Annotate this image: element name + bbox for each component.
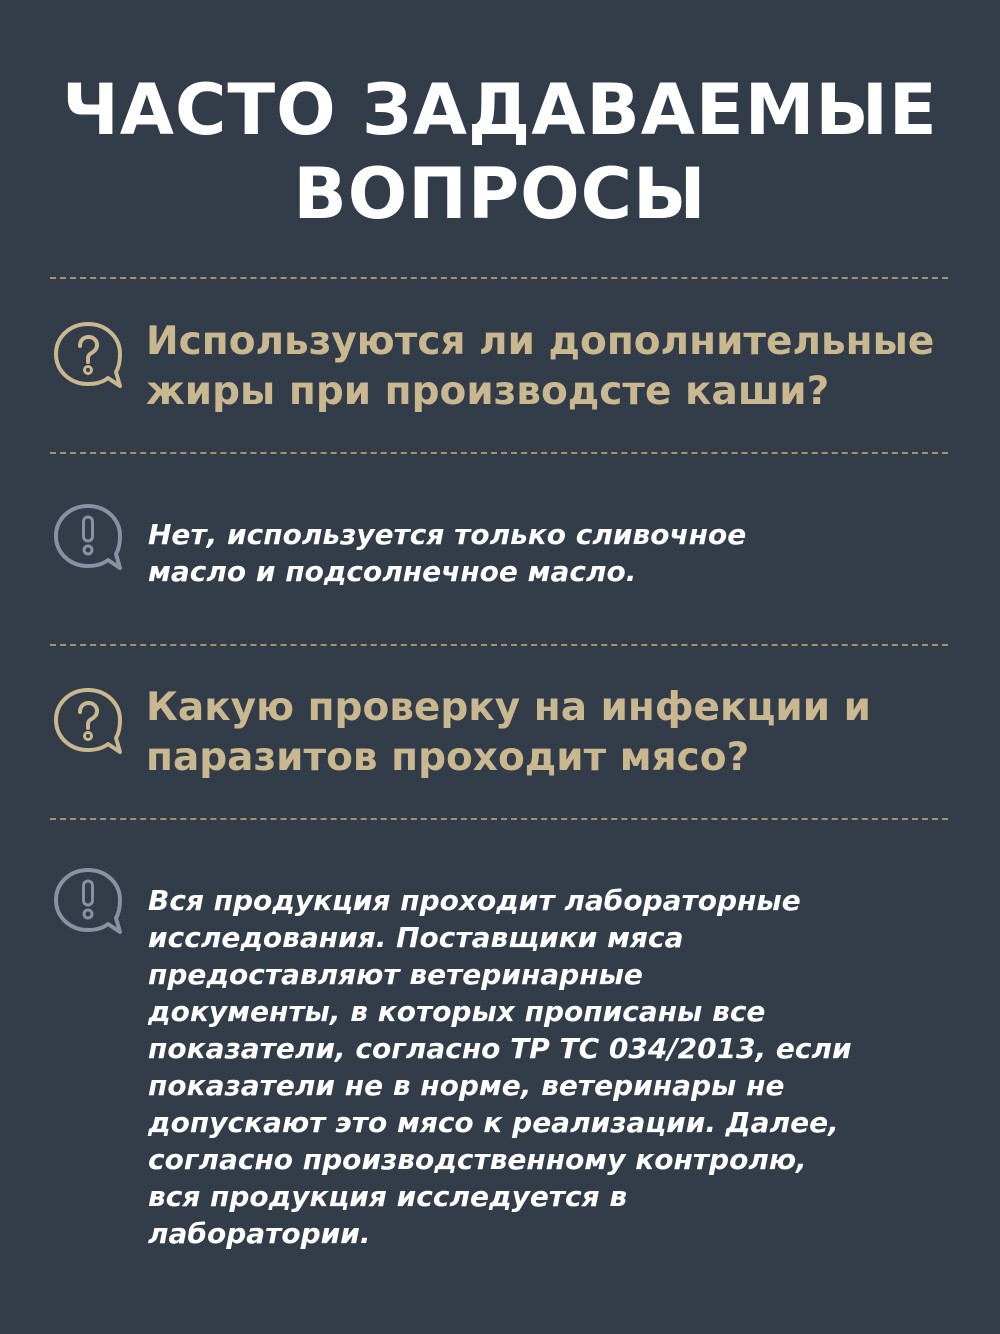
- answer-line: показатели, согласно ТР ТС 034/2013, если: [148, 1032, 852, 1065]
- divider: [50, 818, 948, 820]
- answer-line: масло и подсолнечное масло.: [148, 555, 637, 588]
- exclamation-bubble-icon: [50, 864, 126, 940]
- answer-line: исследования. Поставщики мяса: [148, 921, 684, 954]
- question-line: Какую проверку на инфекции и: [146, 685, 871, 730]
- title-line: ВОПРОСЫ: [293, 153, 707, 235]
- title-line: ЧАСТО ЗАДАВАЕМЫЕ: [62, 69, 938, 151]
- question-line: паразитов проходит мясо?: [146, 735, 750, 780]
- faq-question: [146, 683, 976, 783]
- question-bubble-icon: [50, 684, 126, 760]
- answer-line: документы, в которых прописаны все: [148, 995, 766, 1028]
- answer-line: предоставляют ветеринарные: [148, 958, 643, 991]
- faq-answer: [148, 516, 958, 590]
- exclamation-bubble-icon: [50, 500, 126, 576]
- answer-line: Нет, используется только сливочное: [148, 518, 747, 551]
- divider: [50, 452, 948, 454]
- faq-question: [146, 317, 976, 417]
- answer-line: Вся продукция проходит лабораторные: [148, 884, 801, 917]
- question-line: жиры при производсте каши?: [146, 369, 830, 414]
- answer-line: согласно производственному контролю,: [148, 1143, 807, 1176]
- faq-answer: [148, 882, 958, 1252]
- page-title: [0, 68, 1000, 236]
- divider: [50, 644, 948, 646]
- answer-line: вся продукция исследуется в: [148, 1180, 628, 1213]
- answer-line: лаборатории.: [148, 1217, 371, 1250]
- answer-line: показатели не в норме, ветеринары не: [148, 1069, 785, 1102]
- answer-line: допускают это мясо к реализации. Далее,: [148, 1106, 839, 1139]
- question-bubble-icon: [50, 318, 126, 394]
- divider: [50, 277, 948, 279]
- question-line: Используются ли дополнительные: [146, 319, 935, 364]
